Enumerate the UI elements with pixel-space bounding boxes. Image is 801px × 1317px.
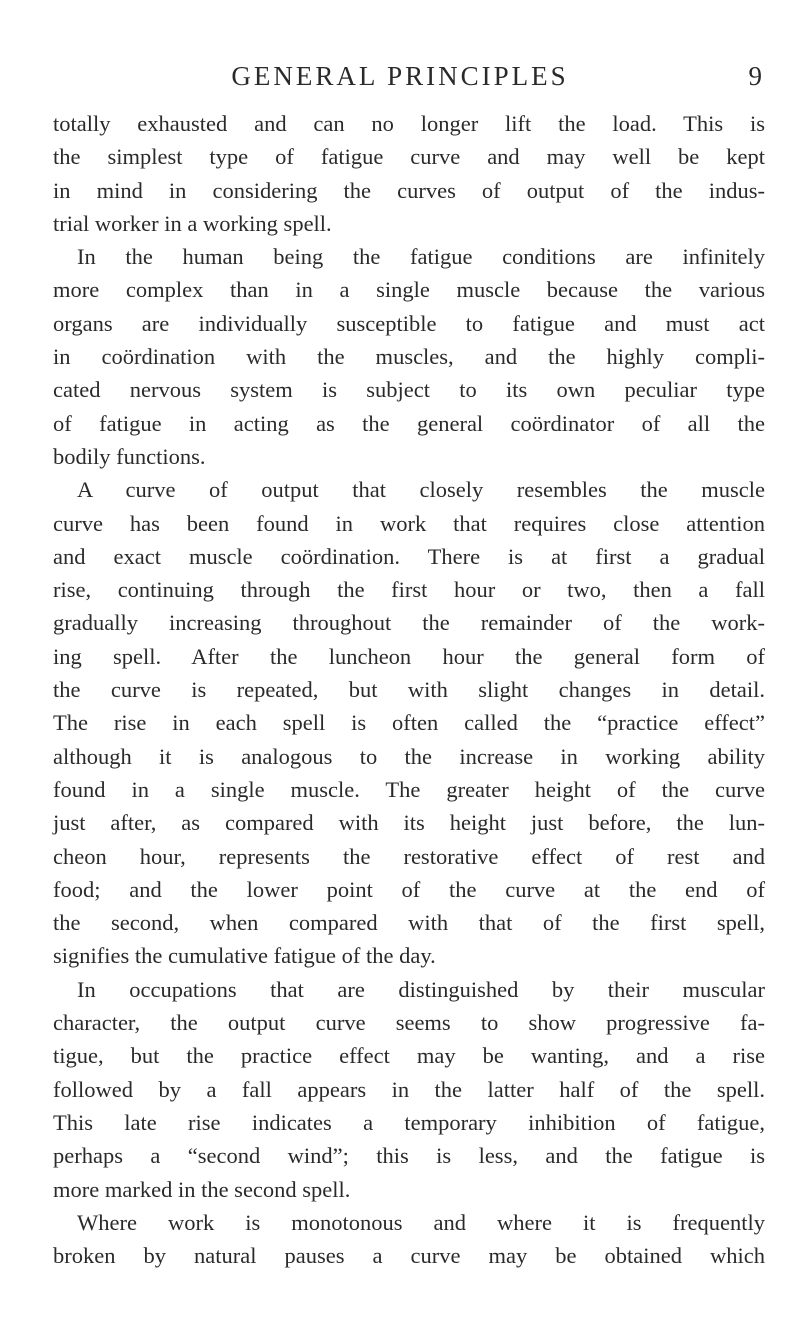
text-line: just after, as compared with its height just before, the lun- [53,810,765,836]
text-line: In occupations that are distinguished by their muscular [77,976,765,1002]
text-line: The rise in each spell is often called the “practice effect” [53,710,765,736]
text-line: tigue, but the practice effect may be wanting, and a rise [53,1043,765,1069]
text-line: followed by a fall appears in the latter half of the spell. [53,1076,765,1102]
text-line: This late rise indicates a temporary inhibition of fatigue, [53,1109,765,1135]
text-line: found in a single muscle. The greater height of the curve [53,776,765,802]
text-line: food; and the lower point of the curve at the end of [53,876,765,902]
text-line: trial worker in a working spell. [53,210,332,236]
text-line: character, the output curve seems to show progressive fa- [53,1010,765,1036]
text-line: broken by natural pauses a curve may be obtained which [53,1243,765,1269]
text-line: the simplest type of fatigue curve and may well be kept [53,144,765,170]
text-line: perhaps a “second wind”; this is less, and the fatigue is [53,1143,765,1169]
text-line: totally exhausted and can no longer lift the load. This is [53,111,765,136]
text-line: cheon hour, represents the restorative effect of rest and [53,843,765,869]
body-text [53,107,765,1272]
page-number: 9 [748,61,762,91]
text-line: ing spell. After the luncheon hour the general form of [53,643,765,669]
text-line: the second, when compared with that of the first spell, [53,910,765,936]
text-line: although it is analogous to the increase in working ability [53,743,765,769]
text-line: organs are individually susceptible to fatigue and must act [53,310,765,336]
page-header [40,56,760,96]
running-head: GENERAL PRINCIPLES [231,61,569,91]
text-line: curve has been found in work that requires close attention [53,510,765,536]
text-line: cated nervous system is subject to its own peculiar type [53,377,765,403]
text-line: more marked in the second spell. [53,1176,351,1202]
text-line: the curve is repeated, but with slight changes in detail. [53,677,765,703]
text-line: and exact muscle coördination. There is at first a gradual [53,543,765,569]
text-line: in coördination with the muscles, and the highly compli- [53,344,765,370]
text-line: signifies the cumulative fatigue of the day. [53,943,436,969]
text-line: rise, continuing through the first hour or two, then a fall [53,577,765,603]
text-line: in mind in considering the curves of output of the indus- [53,177,765,203]
text-line: of fatigue in acting as the general coördinator of all the [53,410,765,436]
text-line: A curve of output that closely resembles the muscle [77,477,765,503]
text-line: In the human being the fatigue conditions are infinitely [77,244,765,270]
text-line: Where work is monotonous and where it is frequently [77,1209,765,1235]
text-line: gradually increasing throughout the remainder of the work- [53,610,765,636]
text-line: bodily functions. [53,443,206,469]
text-line: more complex than in a single muscle because the various [53,277,765,303]
